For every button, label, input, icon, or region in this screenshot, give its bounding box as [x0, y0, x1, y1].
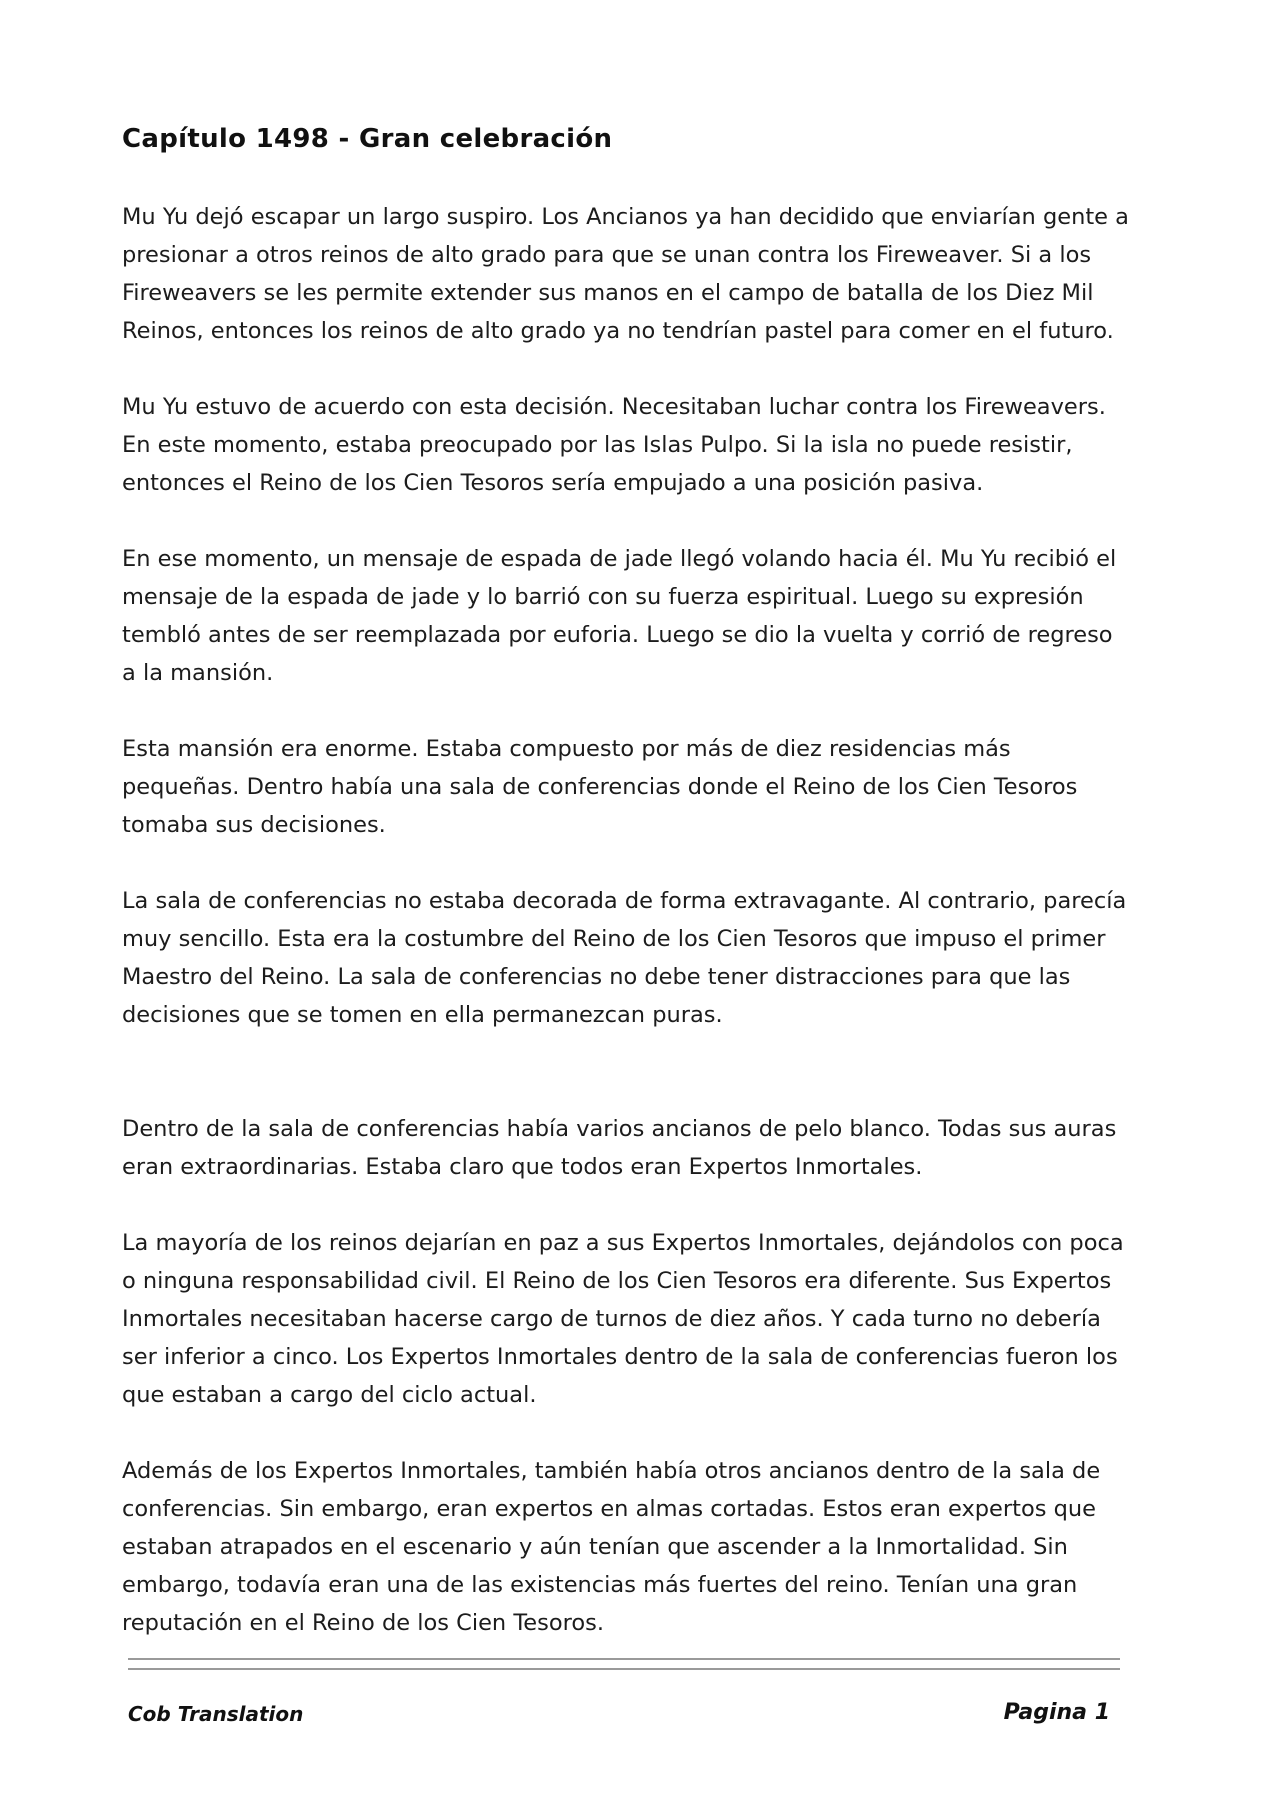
paragraph: La mayoría de los reinos dejarían en paz a sus Expertos Inmortales, dejándolos con poca o ninguna responsabilidad civil. El Reino de los Cien Tesoros era diferente. Sus Expertos Inmortales necesitaban hacerse cargo de turnos de diez años. Y cada turno no debería ser inferior a cinco. Los Expertos Inmortales dentro de la sala de conferencias fueron los que estaban a cargo del ciclo actual. — [122, 1230, 1124, 1408]
paragraph: En ese momento, un mensaje de espada de jade llegó volando hacia él. Mu Yu recibió el mensaje de la espada de jade y lo barrió con su fuerza espiritual. Luego su expresión tembló antes de ser reemplazada por euforia. Luego se dio la vuelta y corrió de regreso a la mansión. — [122, 546, 1117, 686]
paragraph: Además de los Expertos Inmortales, también había otros ancianos dentro de la sala de conferencias. Sin embargo, eran expertos en almas cortadas. Estos eran expertos que estaban atrapados en el escenario y aún tenían que ascender a la Inmortalidad. Sin embargo, todavía eran una de las existencias más fuertes del reino. Tenían una gran reputación en el Reino de los Cien Tesoros. — [122, 1458, 1101, 1636]
paragraph: Mu Yu dejó escapar un largo suspiro. Los Ancianos ya han decidido que enviarían gente a presionar a otros reinos de alto grado para que se unan contra los Fireweaver. Si a los Fireweavers se les permite extender sus manos en el campo de batalla de los Diez Mil Reinos, entonces los reinos de alto grado ya no tendrían pastel para comer en el futuro. — [122, 204, 1129, 344]
footer-translator: Cob Translation — [128, 1702, 304, 1726]
chapter-title: Capítulo 1498 - Gran celebración — [122, 124, 613, 154]
footer-page-number: Pagina 1 — [1003, 1700, 1110, 1725]
footer-divider — [128, 1668, 1120, 1670]
footer-divider — [128, 1658, 1120, 1660]
paragraph: Dentro de la sala de conferencias había varios ancianos de pelo blanco. Todas sus auras eran extraordinarias. Estaba claro que todos eran Expertos Inmortales. — [122, 1116, 1117, 1180]
paragraph: Mu Yu estuvo de acuerdo con esta decisión. Necesitaban luchar contra los Fireweavers. En este momento, estaba preocupado por las Islas Pulpo. Si la isla no puede resistir, entonces el Reino de los Cien Tesoros sería empujado a una posición pasiva. — [122, 394, 1106, 496]
paragraph: La sala de conferencias no estaba decorada de forma extravagante. Al contrario, parecía muy sencillo. Esta era la costumbre del Reino de los Cien Tesoros que impuso el primer Maestro del Reino. La sala de conferencias no debe tener distracciones para que las decisiones que se tomen en ella permanezcan puras. — [122, 888, 1127, 1028]
paragraph: Esta mansión era enorme. Estaba compuesto por más de diez residencias más pequeñas. Dentro había una sala de conferencias donde el Reino de los Cien Tesoros tomaba sus decisiones. — [122, 736, 1078, 838]
body-text — [122, 198, 1132, 1680]
